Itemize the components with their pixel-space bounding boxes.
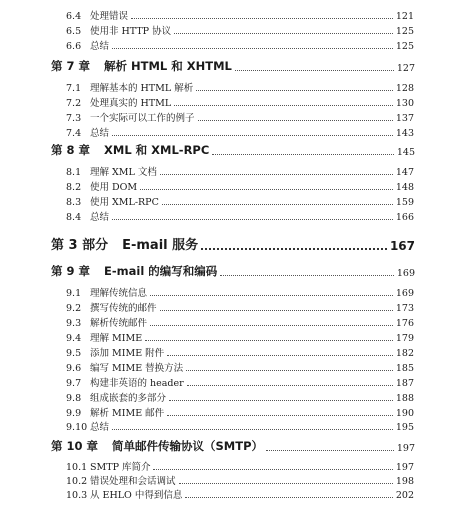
entry-page: 190 <box>395 408 414 419</box>
entry-title: 使用 DOM <box>90 182 138 193</box>
entry-title: 理解 XML 文档 <box>90 167 157 178</box>
chapter-title: XML 和 XML-RPC <box>104 143 210 157</box>
toc-entry <box>66 488 414 501</box>
entry-number: 9.3 <box>66 318 82 329</box>
chapter-number: 第 8 章 <box>51 143 91 157</box>
entry-title: 撰写传统的邮件 <box>90 303 157 314</box>
entry-page: 187 <box>395 378 414 389</box>
entry-title: SMTP 库简介 <box>90 462 151 473</box>
entry-page: 188 <box>395 393 414 404</box>
toc-entry <box>66 165 414 178</box>
chapter-number: 第 7 章 <box>51 59 91 73</box>
dot-leader <box>112 218 393 220</box>
entry-page: 169 <box>395 288 414 299</box>
chapter-number: 第 10 章 <box>51 439 99 453</box>
dot-leader <box>162 203 393 205</box>
toc-entry <box>66 9 414 22</box>
dot-leader <box>196 89 393 91</box>
toc-entry <box>66 474 414 487</box>
entry-number: 7.2 <box>66 98 82 109</box>
entry-number: 7.3 <box>66 113 82 124</box>
chapter-page: 145 <box>396 147 415 158</box>
toc-entry <box>66 180 414 193</box>
dot-leader <box>167 414 393 416</box>
part-number: 第 3 部分 <box>51 238 109 253</box>
dot-leader <box>140 188 393 190</box>
toc-entry <box>66 39 414 52</box>
entry-page: 125 <box>395 26 414 37</box>
toc-entry <box>66 96 414 109</box>
entry-page: 121 <box>395 11 414 22</box>
toc-entry <box>66 391 414 404</box>
toc-entry <box>66 111 414 124</box>
toc-entry <box>66 420 414 433</box>
entry-title: 理解 MIME <box>90 333 143 344</box>
toc-entry <box>66 376 414 389</box>
entry-title: 处理错误 <box>90 11 129 22</box>
entry-number: 6.6 <box>66 41 82 52</box>
entry-title: 总结 <box>90 128 110 139</box>
entry-number: 10.3 <box>66 490 88 501</box>
dot-leader <box>174 32 393 34</box>
part-page: 167 <box>389 239 415 253</box>
dot-leader <box>198 119 393 121</box>
dot-leader <box>160 173 393 175</box>
entry-number: 6.4 <box>66 11 82 22</box>
entry-title: 组成嵌套的多部分 <box>90 393 167 404</box>
entry-title: 总结 <box>90 422 110 433</box>
entry-title: 使用非 HTTP 协议 <box>90 26 172 37</box>
entry-title: 处理真实的 HTML <box>90 98 172 109</box>
entry-title: 构建非英语的 header <box>90 378 184 389</box>
entry-number: 8.4 <box>66 212 82 223</box>
entry-page: 130 <box>395 98 414 109</box>
entry-title: 添加 MIME 附件 <box>90 348 165 359</box>
entry-number: 6.5 <box>66 26 82 37</box>
entry-number: 9.4 <box>66 333 82 344</box>
chapter-page: 127 <box>396 63 415 74</box>
dot-leader <box>235 69 394 71</box>
chapter-number: 第 9 章 <box>51 264 91 278</box>
dot-leader <box>145 339 393 341</box>
toc-entry <box>66 346 414 359</box>
entry-page: 179 <box>395 333 414 344</box>
dot-leader <box>186 369 393 371</box>
dot-leader <box>112 428 393 430</box>
chapter-page: 197 <box>396 443 415 454</box>
dot-leader <box>185 496 393 498</box>
entry-page: 173 <box>395 303 414 314</box>
entry-page: 159 <box>395 197 414 208</box>
dot-leader <box>169 399 393 401</box>
entry-number: 8.3 <box>66 197 82 208</box>
toc-entry <box>66 460 414 473</box>
dot-leader <box>150 324 393 326</box>
toc-entry <box>66 81 414 94</box>
chapter-title: 简单邮件传输协议（SMTP） <box>112 439 264 453</box>
entry-title: 理解传统信息 <box>90 288 148 299</box>
entry-title: 编写 MIME 替换方法 <box>90 363 184 374</box>
toc-chapter <box>51 142 415 158</box>
entry-number: 9.2 <box>66 303 82 314</box>
toc-entry <box>66 316 414 329</box>
dot-leader <box>266 449 394 451</box>
dot-leader <box>212 153 394 155</box>
toc-entry <box>66 406 414 419</box>
entry-number: 9.5 <box>66 348 82 359</box>
entry-page: 148 <box>395 182 414 193</box>
toc-entry <box>66 195 414 208</box>
entry-page: 195 <box>395 422 414 433</box>
entry-number: 9.8 <box>66 393 82 404</box>
entry-number: 9.10 <box>66 422 88 433</box>
toc-entry <box>66 210 414 223</box>
dot-leader <box>167 354 393 356</box>
toc-entry <box>66 286 414 299</box>
entry-number: 9.6 <box>66 363 82 374</box>
toc-entry <box>66 331 414 344</box>
entry-page: 197 <box>395 462 414 473</box>
entry-number: 8.1 <box>66 167 82 178</box>
chapter-title: E-mail 的编写和编码 <box>104 264 218 278</box>
dot-leader <box>220 274 394 276</box>
dot-leader <box>112 134 393 136</box>
part-title: E-mail 服务 <box>122 238 199 253</box>
dot-leader <box>131 17 393 19</box>
entry-number: 9.7 <box>66 378 82 389</box>
entry-title: 解析 MIME 邮件 <box>90 408 165 419</box>
dot-leader <box>160 309 393 311</box>
entry-title: 错误处理和会话调试 <box>90 476 176 487</box>
dot-leader <box>201 247 387 250</box>
entry-page: 166 <box>395 212 414 223</box>
dot-leader <box>174 104 393 106</box>
toc-entry <box>66 361 414 374</box>
entry-number: 7.4 <box>66 128 82 139</box>
entry-page: 182 <box>395 348 414 359</box>
entry-page: 185 <box>395 363 414 374</box>
toc-entry <box>66 126 414 139</box>
entry-page: 202 <box>395 490 414 501</box>
chapter-page: 169 <box>396 268 415 279</box>
toc-chapter <box>51 58 415 74</box>
entry-page: 125 <box>395 41 414 52</box>
entry-page: 147 <box>395 167 414 178</box>
entry-number: 10.1 <box>66 462 88 473</box>
entry-title: 使用 XML-RPC <box>90 197 159 208</box>
entry-title: 从 EHLO 中得到信息 <box>90 490 183 501</box>
toc-chapter <box>51 263 415 279</box>
entry-page: 143 <box>395 128 414 139</box>
entry-page: 128 <box>395 83 414 94</box>
entry-page: 198 <box>395 476 414 487</box>
chapter-title: 解析 HTML 和 XHTML <box>104 59 232 73</box>
dot-leader <box>112 47 393 49</box>
entry-page: 176 <box>395 318 414 329</box>
entry-number: 8.2 <box>66 182 82 193</box>
entry-page: 137 <box>395 113 414 124</box>
dot-leader <box>153 468 392 470</box>
dot-leader <box>187 384 393 386</box>
entry-number: 10.2 <box>66 476 88 487</box>
dot-leader <box>179 482 393 484</box>
entry-number: 9.9 <box>66 408 82 419</box>
toc-entry <box>66 24 414 37</box>
entry-title: 理解基本的 HTML 解析 <box>90 83 194 94</box>
toc-part <box>51 233 415 253</box>
entry-title: 总结 <box>90 41 110 52</box>
entry-title: 一个实际可以工作的例子 <box>90 113 195 124</box>
dot-leader <box>150 294 393 296</box>
toc-entry <box>66 301 414 314</box>
entry-title: 解析传统邮件 <box>90 318 148 329</box>
toc-chapter <box>51 438 415 454</box>
entry-title: 总结 <box>90 212 110 223</box>
entry-number: 9.1 <box>66 288 82 299</box>
entry-number: 7.1 <box>66 83 82 94</box>
